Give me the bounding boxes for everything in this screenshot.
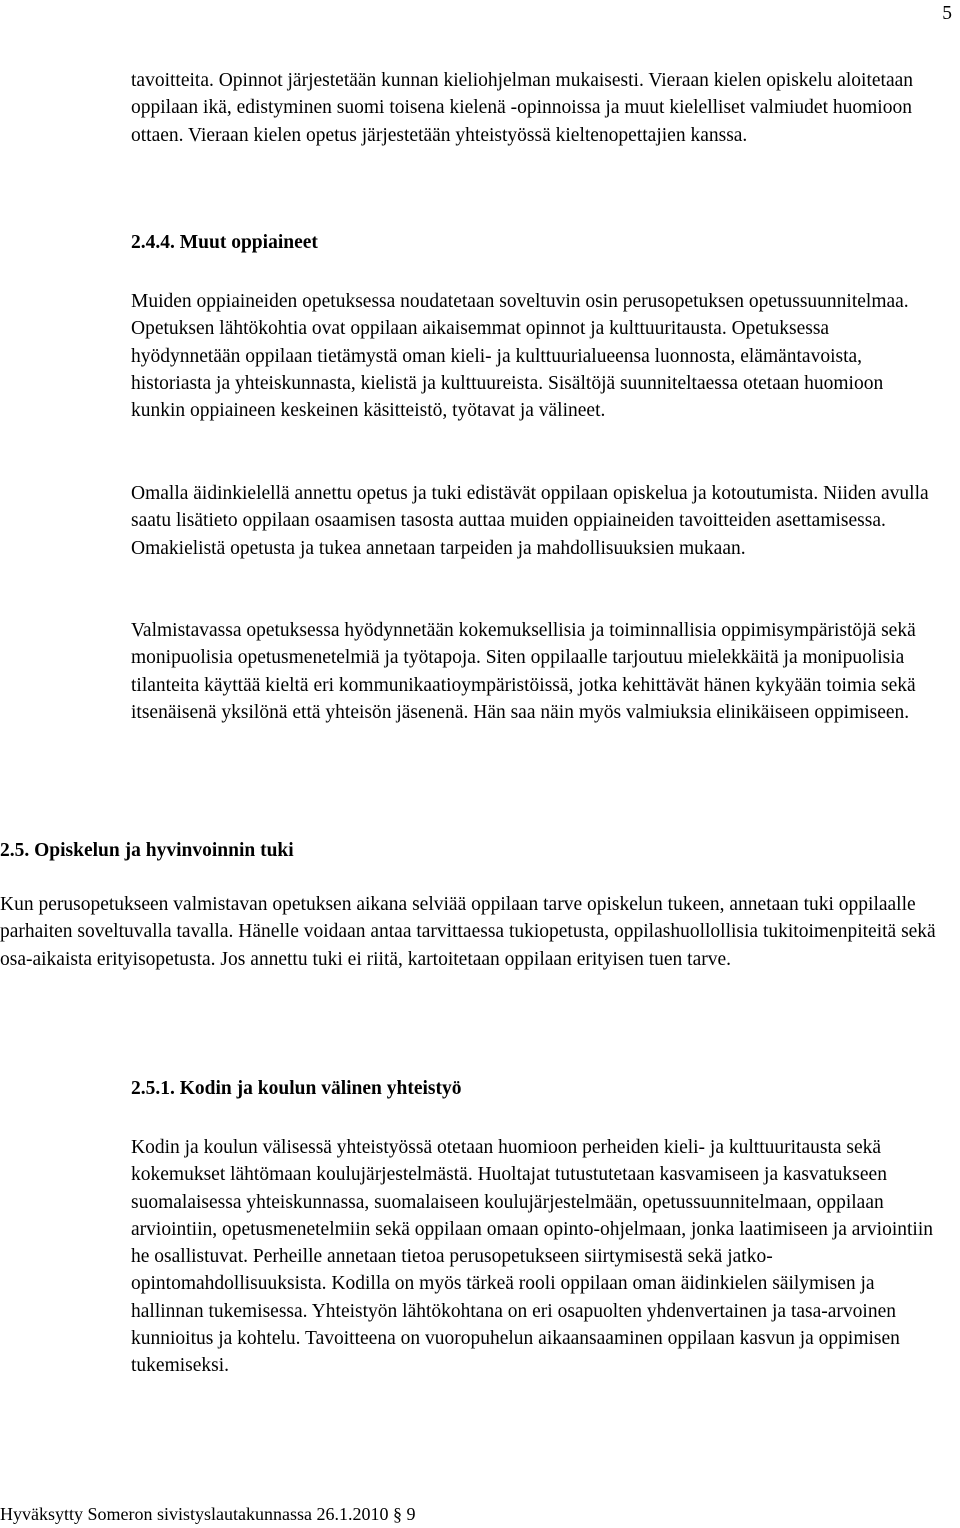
paragraph-muut-oppiaineet-3: Valmistavassa opetuksessa hyödynnetään kokemuksellisia ja toiminnallisia oppimisympäristöjä sekä monipuolisia opetusmenetelmiä ja työtapoja. Siten oppilaalle tarjoutuu mielekkäitä ja monipuolisia tilanteita käyttää kieltä eri kommunikaatioympäristöissä, jotka kehittävät hänen kykyään toimia sekä itsenäisenä yksilönä että yhteisön jäsenenä. Hän saa näin myös valmiuksia elinikäiseen oppimiseen. [131,620,916,723]
page-number: 5 [942,3,952,24]
paragraph-kodin-ja-koulun-yhteistyo: Kodin ja koulun välisessä yhteistyössä otetaan huomioon perheiden kieli- ja kulttuuritausta sekä kokemukset lähtömaan koulujärjestelmästä. Huoltajat tutustutetaan kasvamiseen ja kasvatukseen suomalaisessa yhteiskunnassa, suomalaiseen koulujärjestelmään, opetussuunnitelmaan, oppilaan arviointiin, opetusmenetelmiin sekä oppilaan omaan opinto-ohjelmaan, jonka laatimiseen ja arviointiin he osallistuvat. Perheille annetaan tietoa perusopetukseen siirtymisestä sekä jatko-opintomahdollisuuksista. Kodilla on myös tärkeä rooli oppilaan oman äidinkielen säilymisen ja hallinnan tukemisessa. Yhteistyön lähtökohtana on eri osapuolten yhdenvertainen ja tasa-arvoinen kunnioitus ja kohtelu. Tavoitteena on vuoropuhelun aikaansaaminen oppilaan kasvun ja oppimisen tukemiseksi. [131,1137,933,1377]
paragraph-muut-oppiaineet-1: Muiden oppiaineiden opetuksessa noudatetaan soveltuvin osin perusopetuksen opetussuunnitelmaa. Opetuksen lähtökohtia ovat oppilaan aikaisemmat opinnot ja kulttuuritausta. Opetuksessa hyödynnetään oppilaan tietämystä oman kieli- ja kulttuurialueensa luonnosta, elämäntavoista, historiasta ja yhteiskunnasta, kielistä ja kulttuureista. Sisältöjä suunniteltaessa otetaan huomioon kunkin oppiaineen keskeinen käsitteistö, työtavat ja välineet. [131,291,909,422]
paragraph-opiskelun-tuki: Kun perusopetukseen valmistavan opetuksen aikana selviää oppilaan tarve opiskelun tukeen, annetaan tuki oppilaalle parhaiten soveltuvalla tavalla. Hänelle voidaan antaa tarvittaessa tukiopetusta, oppilashuollollisia tukitoimenpiteitä sekä osa-aikaista erityisopetusta. Jos annettu tuki ei riitä, kartoitetaan oppilaan erityisen tuen tarve. [0,894,936,970]
section-heading-2-5-1: 2.5.1. Kodin ja koulun välinen yhteistyö [131,1078,462,1099]
section-heading-2-4-4: 2.4.4. Muut oppiaineet [131,232,318,253]
section-heading-2-5: 2.5. Opiskelun ja hyvinvoinnin tuki [0,840,294,861]
page-footer: Hyväksytty Someron sivistyslautakunnassa 26.1.2010 § 9 [0,1504,416,1524]
continuation-paragraph: tavoitteita. Opinnot järjestetään kunnan kieliohjelman mukaisesti. Vieraan kielen opiskelu aloitetaan oppilaan ikä, edistyminen suomi toisena kielenä -opinnoissa ja muut kielelliset valmiudet huomioon ottaen. Vieraan kielen opetus järjestetään yhteistyössä kieltenopettajien kanssa. [131,70,914,146]
paragraph-muut-oppiaineet-2: Omalla äidinkielellä annettu opetus ja tuki edistävät oppilaan opiskelua ja kotoutumista. Niiden avulla saatu lisätieto oppilaan osaamisen tasosta auttaa muiden oppiaineiden tavoitteiden asettamisessa. Omakielistä opetusta ja tukea annetaan tarpeiden ja mahdollisuuksien mukaan. [131,483,929,559]
